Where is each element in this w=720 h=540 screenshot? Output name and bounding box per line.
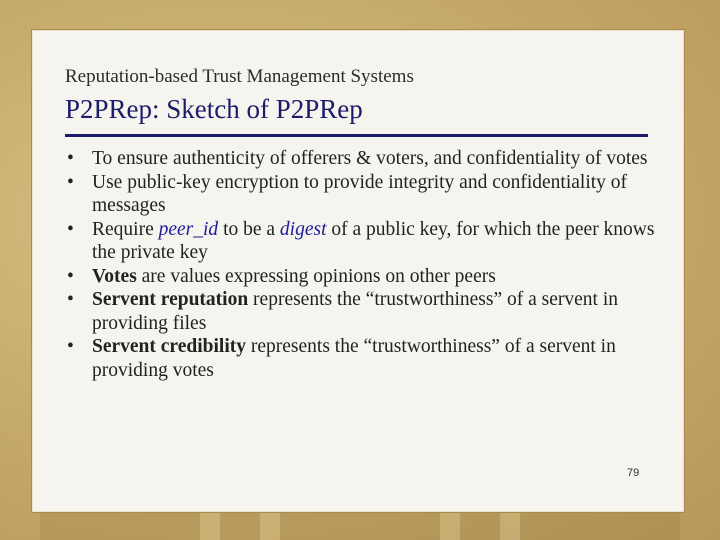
- bold-term: Votes: [92, 265, 137, 287]
- bullet-text: Use public-key encryption to provide integrity and confidentiality of messages: [92, 171, 628, 216]
- bullet-text: to be a: [218, 218, 280, 240]
- bullet-marker: •: [67, 218, 74, 240]
- bullet-marker: •: [67, 265, 74, 287]
- bullet-item: [67, 288, 667, 335]
- emphasized-term: peer_id: [158, 218, 219, 240]
- bullet-marker: •: [67, 289, 74, 310]
- bullet-text: of a public key, for which the peer knows the private key: [92, 218, 655, 263]
- bullet-text: represents the “trustworthiness” of a servent in providing votes: [92, 336, 616, 381]
- bullet-text: represents the “trustworthiness” of a servent in providing files: [92, 289, 619, 334]
- bullet-list: [67, 147, 667, 382]
- bullet-item: [67, 335, 667, 382]
- bold-term: Servent reputation: [92, 289, 249, 310]
- bullet-item: [67, 147, 667, 171]
- slide-title: P2PRep: Sketch of P2PRep: [65, 94, 363, 124]
- bullet-marker: •: [67, 148, 74, 169]
- bullet-text: are values expressing opinions on other peers: [136, 265, 496, 287]
- bullet-marker: •: [67, 171, 74, 193]
- bullet-item: [67, 218, 667, 265]
- slide-subtitle: Reputation-based Trust Management Systems: [65, 66, 414, 87]
- bullet-item: [67, 265, 667, 289]
- emphasized-term: digest: [279, 218, 327, 240]
- slide-content-area: [32, 30, 684, 512]
- bullet-item: [67, 171, 667, 218]
- bullet-text: Require: [92, 218, 159, 240]
- bullet-marker: •: [67, 336, 74, 357]
- bullet-text: To ensure authenticity of offerers & voters, and confidentiality of votes: [92, 148, 648, 169]
- title-divider: [65, 134, 648, 137]
- page-number: 79: [627, 467, 640, 479]
- bold-term: Servent credibility: [92, 336, 246, 357]
